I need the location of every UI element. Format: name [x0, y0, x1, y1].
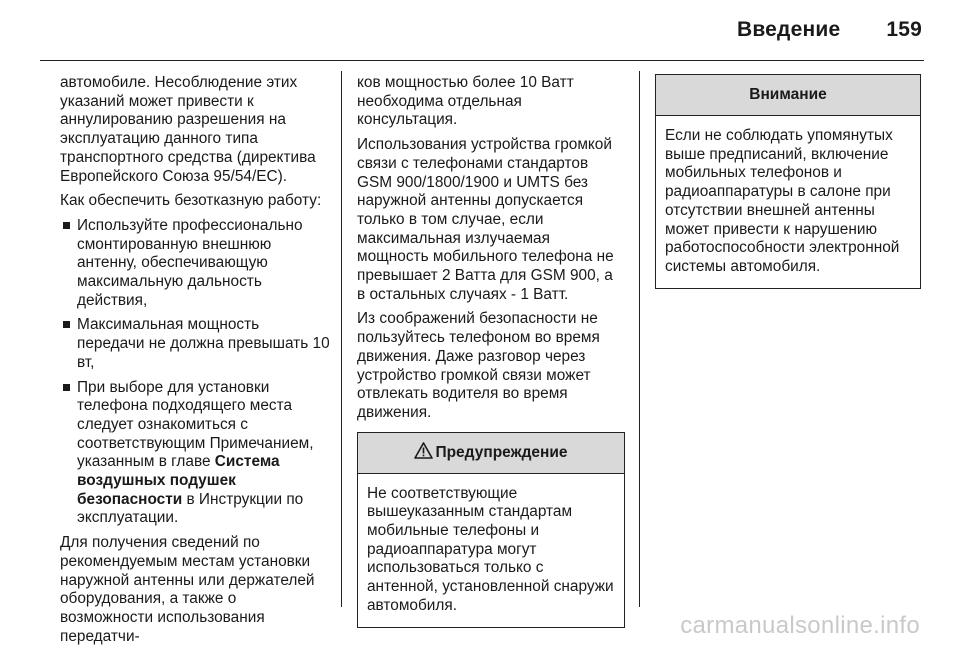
header-rule	[40, 60, 924, 61]
page-header	[737, 18, 922, 42]
watermark: carmanualsonline.info	[680, 612, 920, 639]
list-item	[60, 217, 330, 311]
column-divider-left	[341, 71, 342, 607]
warning-box	[357, 432, 625, 628]
col1-paragraph-2: Как обеспечить безотказную работу:	[60, 192, 322, 210]
column-3	[655, 74, 921, 289]
page-number: 159	[886, 18, 922, 41]
column-2	[357, 74, 625, 628]
notice-box-text: Если не соблюдать упомянутых выше предписаний, включение мобильных телефонов и радиоаппаратуры в салоне при отсутствии внешней антенны может привести к нарушению работоспособности электронной системы автомобиля.	[665, 127, 900, 275]
col1-paragraph-1: автомобиле. Несоблюдение этих указаний может привести к аннулированию разрешения на эксплуатацию данного типа транспортного средства (директива Европейского Союза 95/54/EC).	[60, 74, 316, 185]
notice-box	[655, 74, 921, 289]
col2-paragraph-3: Из соображений безопасности не пользуйтесь телефоном во время движения. Даже разговор через устройство громкой связи может отвлекать водителя во время движения.	[357, 310, 600, 421]
col1-paragraph-3: Для получения сведений по рекомендуемым местам установки наружной антенны или держателей оборудования, а также о возможности использования передатчи-	[60, 534, 315, 645]
warning-triangle-icon	[414, 442, 433, 459]
col2-paragraph-1: ков мощностью более 10 Ватт необходима отдельная консультация.	[357, 74, 574, 129]
warning-box-text: Не соответствующие вышеуказанным стандартам мобильные телефоны и радиоаппаратура могут использоваться только с антенной, установленной снаружи автомобиля.	[367, 484, 614, 614]
col2-paragraph-2: Использования устройства громкой связи с телефонами стандартов GSM 900/1800/1900 и UMTS без наружной антенны допускается только в том случае, если максимальная излучаемая мощность мобильного телефона не превышает 2 Ватта для GSM 900, а в остальных случаях - 1 Ватт.	[357, 136, 614, 303]
bullet-square-icon	[63, 384, 70, 391]
warning-box-header	[358, 433, 624, 474]
list-item	[60, 316, 330, 372]
list-item-text: Максимальная мощность передачи не должна превышать 10 вт,	[77, 316, 330, 371]
list-item-text-before: При выборе для установки телефона подходящего места следует ознакомиться с соответствующим Примечанием, указанным в главе	[77, 378, 314, 471]
bullet-square-icon	[63, 321, 70, 328]
header-title: Введение	[736, 18, 841, 41]
list-item	[60, 379, 330, 529]
requirements-list	[60, 217, 330, 528]
column-1	[60, 74, 330, 652]
bullet-square-icon	[63, 222, 70, 229]
column-divider-right	[639, 71, 640, 607]
list-item-text-after: в Инструкции по эксплуатации.	[77, 490, 304, 527]
list-item-text: Используйте профессионально смонтированную внешнюю антенну, обеспечивающую максимальную дальность действия,	[77, 216, 303, 309]
warning-box-title: Предупреждение	[435, 443, 568, 461]
notice-box-header: Внимание	[656, 75, 920, 116]
chapter-reference: Система воздушных подушек безопасности	[77, 453, 280, 508]
